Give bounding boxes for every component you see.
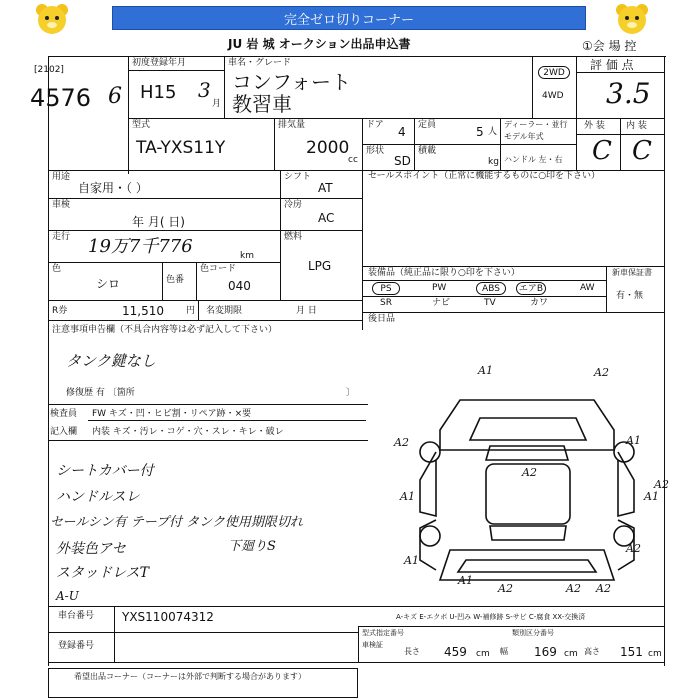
displacement-unit: cc [348, 155, 358, 165]
first-reg-year: H15 [140, 82, 177, 103]
auction-title: JU 岩 城 オークション出品申込書 [228, 37, 411, 51]
equipment-abs: ABS [476, 282, 506, 295]
equipment-navi: ナビ [432, 298, 451, 308]
damage-mark: A2 [594, 366, 609, 379]
car-diagram [390, 360, 669, 600]
notes-label: 注意事項申告欄（不具合内容等は必ず記入して下さい） [52, 325, 278, 335]
damage-mark: A2 [394, 436, 409, 449]
equipment-label: 装備品（純正品に限り○印を下さい） [368, 268, 520, 278]
recycle: 11,510 [122, 304, 164, 318]
memo-extra: 下廻りS [228, 539, 276, 554]
tax-label: 名変期限 [206, 306, 243, 316]
exterior-grade: C [592, 136, 612, 166]
hope-corner-label: 希望出品コーナー（コーナーは外部で判断する場合があります） [74, 672, 306, 681]
width: 169 [534, 645, 557, 659]
capacity-label: 定員 [418, 120, 437, 130]
interior-grade: C [632, 136, 652, 166]
inspector-items: FW キズ・凹・ヒビ割・リペア跡・×要 [92, 409, 252, 419]
doors-label: ドア [366, 120, 384, 130]
equipment-aw: AW [580, 283, 595, 293]
load-label: 積載 [418, 146, 437, 156]
venue-copy-label: ①会 場 控 [582, 39, 637, 53]
dim-title-3: 車検証 [362, 641, 383, 649]
new-car-warranty-label: 新車保証書 [612, 268, 652, 277]
chassis-label: 車台番号 [58, 611, 95, 621]
model-code: TA-YXS11Y [136, 138, 226, 158]
capacity: 5 [476, 125, 484, 139]
month-unit: 月 [212, 99, 222, 109]
damage-mark: A1 [400, 490, 415, 503]
ac-label: 冷房 [284, 200, 303, 210]
width-unit: cm [564, 649, 578, 659]
inspection: 年 月( 日) [132, 215, 185, 229]
shift-label: シフト [284, 172, 312, 182]
record-items: 内装 キズ・汚レ・コゲ・穴・スレ・キレ・破レ [92, 427, 284, 437]
mileage-unit: km [240, 251, 254, 261]
damage-mark: A1 [626, 434, 641, 447]
memo-line: スタッドレスT [56, 565, 149, 581]
lot-number: 4576 [30, 84, 92, 112]
drive-2wd: 2WD [538, 66, 570, 79]
height: 151 [620, 645, 643, 659]
memo-line: A-U [56, 589, 79, 603]
fuel: LPG [308, 259, 332, 273]
record-label: 記入欄 [50, 427, 78, 437]
interior-label: 内 装 [626, 121, 647, 131]
mileage-label: 走行 [52, 232, 71, 242]
usage: 自家用・（ ） [78, 181, 148, 195]
damage-mark: A2 [522, 466, 537, 479]
bear-mascot-left-icon [32, 2, 72, 38]
model-year-label: モデル年式 [504, 132, 544, 141]
lot-code: [2102] [34, 65, 64, 75]
body-label: 形状 [366, 146, 385, 156]
model-name-label: 車名・グレード [228, 58, 292, 68]
color: シロ [96, 277, 121, 291]
tax-value: 月 日 [296, 306, 317, 316]
equipment-sr: SR [380, 298, 392, 308]
model-code-label: 型式 [132, 120, 151, 130]
memo-line: ハンドルスレ [56, 489, 140, 505]
equipment-ps: PS [372, 282, 400, 295]
equipment-kawa: カワ [530, 298, 549, 308]
color-no-label: 色番 [166, 275, 185, 285]
damage-mark: A1 [404, 554, 419, 567]
first-reg-month: 3 [198, 78, 211, 102]
doors: 4 [398, 125, 406, 139]
dim-width-label: 幅 [500, 647, 508, 656]
shift: AT [318, 181, 333, 195]
after-label: 後日品 [368, 314, 396, 324]
banner: 完全ゼロ切りコーナー [112, 6, 586, 30]
dim-length-label: 長さ [404, 647, 420, 656]
exterior-label: 外 装 [584, 121, 605, 131]
damage-mark: A1 [644, 490, 659, 503]
score-label: 評 価 点 [590, 58, 634, 72]
dim-title-2: 類別区分番号 [512, 629, 554, 637]
displacement-label: 排気量 [278, 120, 306, 130]
score: 3.5 [606, 77, 651, 110]
damage-mark: A1 [458, 574, 473, 587]
new-car-warranty: 有・無 [616, 291, 644, 301]
equipment-tv: TV [484, 298, 496, 308]
fuel-label: 燃料 [284, 232, 303, 242]
dim-height-label: 高さ [584, 647, 600, 656]
first-reg-label: 初度登録年月 [132, 58, 187, 68]
displacement: 2000 [306, 138, 350, 158]
equipment-pw: PW [432, 283, 447, 293]
grade: 教習車 [232, 92, 292, 116]
color-code-label: 色コード [200, 264, 237, 274]
damage-mark: A1 [478, 364, 493, 377]
equipment-airbag: エアB [516, 282, 546, 295]
selling-points-label: セールスポイント（正常に機能するものに○印を下さい） [368, 171, 601, 181]
body: SD [394, 154, 411, 168]
chassis: YXS110074312 [122, 610, 214, 624]
lot-suffix: 6 [108, 84, 122, 109]
repair-label: 修復歴 有 〔箇所 [66, 388, 135, 398]
mileage: 19万7千776 [88, 236, 193, 257]
model-name: コンフォート [232, 70, 351, 94]
bear-mascot-right-icon [612, 2, 652, 38]
drive-4wd: 4WD [542, 91, 564, 101]
color-code: 040 [228, 279, 251, 293]
memo-line: 外装色アセ [56, 541, 126, 557]
inspector-label: 検査員 [50, 409, 78, 419]
usage-label: 用途 [52, 172, 71, 182]
length: 459 [444, 645, 467, 659]
memo-line: セールシン有 テープ付 タンク使用期限切れ [50, 515, 303, 530]
damage-mark: A2 [626, 542, 641, 555]
dim-title-1: 型式指定番号 [362, 629, 404, 637]
damage-mark: A2 [566, 582, 581, 595]
damage-mark: A2 [654, 478, 669, 491]
load-unit: kg [488, 157, 499, 167]
recycle-label: R券 [52, 306, 68, 316]
capacity-unit: 人 [488, 127, 498, 137]
recycle-unit: 円 [186, 306, 196, 316]
ac: AC [318, 211, 335, 225]
legend: A-キズ E-エクボ U-凹み W-補修跡 S-サビ C-腐食 XX-交換済 [396, 613, 586, 621]
length-unit: cm [476, 649, 490, 659]
memo-line: シートカバー付 [56, 463, 154, 479]
repair-end: 〕 [346, 388, 356, 398]
height-unit: cm [648, 649, 662, 659]
registration-label: 登録番号 [58, 641, 95, 651]
notes-text: タンク鍵なし [66, 352, 156, 370]
color-label: 色 [52, 264, 62, 274]
damage-mark: A2 [498, 582, 513, 595]
inspection-label: 車検 [52, 200, 71, 210]
handle-label: ハンドル 左・右 [504, 155, 563, 164]
damage-mark: A2 [596, 582, 611, 595]
dealer-label: ディーラー・並行 [504, 120, 568, 129]
